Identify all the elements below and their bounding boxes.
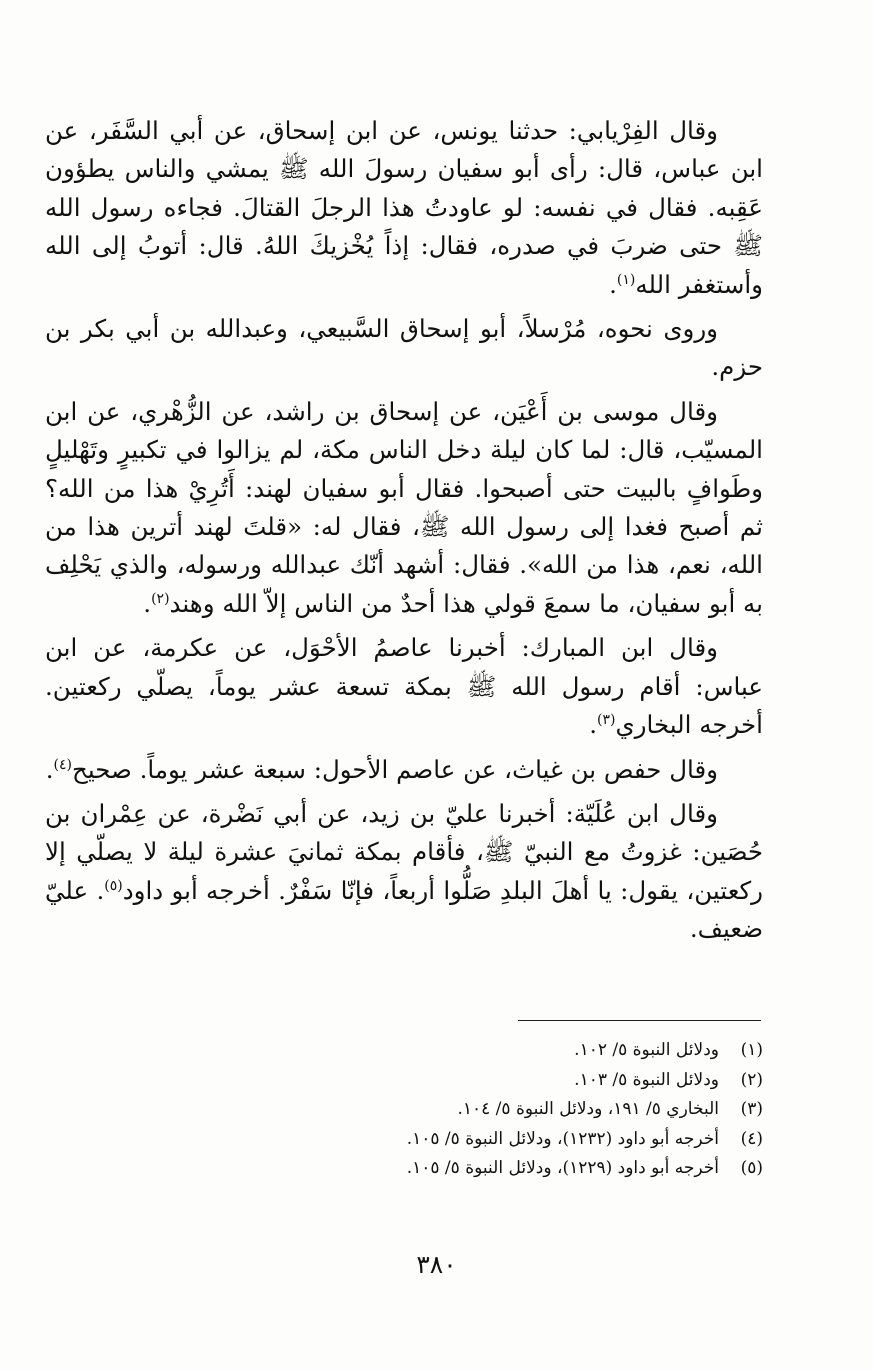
paragraph-end: .: [45, 754, 54, 784]
footnote-text: ودلائل النبوة ٥/ ١٠٣.: [574, 1069, 719, 1090]
paragraph-text: وقال حفص بن غياث، عن عاصم الأحول: سبعة عشر يوماً. صحيح: [72, 754, 718, 784]
paragraph-end: .: [143, 588, 152, 618]
paragraph-1: [45, 112, 763, 304]
footnote-reference: (٤): [53, 756, 72, 773]
footnote-number: (٢): [740, 1069, 763, 1090]
footnote-separator: [518, 1020, 761, 1021]
footnote-number: (١): [740, 1040, 763, 1060]
paragraph-end: .: [589, 710, 598, 740]
page-number: ٣٨٠: [416, 1250, 457, 1279]
footnotes: [45, 1036, 763, 1184]
footnote-number: (٣): [740, 1099, 763, 1119]
paragraph-text: وقال ابن المبارك: أخبرنا عاصمُ الأحْوَل، عن عكرمة، عن ابن عباس: أقام رسول الله ﷺ بمكة تسعة عشر يوماً، يصلّي ركعتين. أخرجه البخاري: [45, 633, 763, 740]
footnote-text: البخاري ٥/ ١٩١، ودلائل النبوة ٥/ ١٠٤.: [457, 1099, 719, 1119]
paragraph-text: وقال ابن عُلَيّة: أخبرنا عليّ بن زيد، عن أبي نَضْرة، عن عِمْران بن حُصَين: غزوتُ مع النبيّ ﷺ، فأقام بمكة ثمانيَ عشرة ليلة لا يصلّي إلا ركعتين، يقول: يا أهلَ البلدِ صَلُّوا أربعاً، فإنّا سَفْرٌ. أخرجه أبو داود: [45, 798, 764, 905]
footnote-5: [45, 1154, 763, 1184]
main-text: [45, 112, 763, 955]
footnote-reference: (٥): [104, 877, 123, 894]
footnote-text: ودلائل النبوة ٥/ ١٠٢.: [574, 1040, 719, 1060]
footnote-number: (٥): [740, 1158, 763, 1178]
footnote-2: [45, 1066, 763, 1096]
paragraph-6: [45, 795, 763, 949]
paragraph-text: وقال موسى بن أَعْيَن، عن إسحاق بن راشد، عن الزُّهْري، عن ابن المسيّب، قال: لما كان ليلة دخل الناس مكة، لم يزالوا في تكبيرٍ وتَهْليلٍ وطَوافٍ بالبيت حتى أصبحوا. فقال أبو سفيان لهند: أَتُرِيْ هذا من الله؟ ثم أصبح فغدا إلى رسول الله ﷺ، فقال له: «قلتَ لهند أترين هذا من الله، نعم، هذا من الله». فقال: أشهد أنّك عبدالله ورسوله، والذي يَحْلِف به أبو سفيان، ما سمعَ قولي هذا أحدٌ من الناس إلاّ الله وهند: [45, 396, 763, 618]
footnote-1: [45, 1036, 763, 1066]
footnote-4: [45, 1125, 763, 1155]
paragraph-2: [45, 310, 763, 387]
footnote-text: أخرجه أبو داود (١٢٢٩)، ودلائل النبوة ٥/ ١٠٥.: [406, 1158, 719, 1178]
paragraph-end: .: [609, 269, 617, 299]
footnote-text: أخرجه أبو داود (١٢٣٢)، ودلائل النبوة ٥/ ١٠٥.: [406, 1128, 719, 1149]
footnote-reference: (٣): [597, 711, 616, 728]
paragraph-4: [45, 629, 763, 744]
footnote-3: [45, 1095, 763, 1125]
paragraph-text: وروى نحوه، مُرْسلاً، أبو إسحاق السَّبيعي، وعبدالله بن أبي بكر بن حزم.: [45, 314, 763, 382]
footnote-reference: (٢): [151, 590, 170, 607]
paragraph-5: [45, 751, 763, 789]
paragraph-3: [45, 393, 763, 623]
footnote-reference: (١): [616, 271, 636, 288]
paragraph-end: . عليّ ضعيف.: [45, 875, 763, 944]
paragraph-text: وقال الفِرْيابي: حدثنا يونس، عن ابن إسحاق، عن أبي السَّفَر، عن ابن عباس، قال: رأى أبو سفيان رسولَ الله ﷺ يمشي والناس يطؤون عَقِبه. فقال في نفسه: لو عاودتُ هذا الرجلَ القتالَ. فجاءه رسول الله ﷺ حتى ضربَ في صدره، فقال: إذاً يُخْزيكَ اللهُ. قال: أتوبُ إلى الله وأستغفر الله: [45, 116, 763, 299]
footnote-number: (٤): [740, 1128, 763, 1149]
